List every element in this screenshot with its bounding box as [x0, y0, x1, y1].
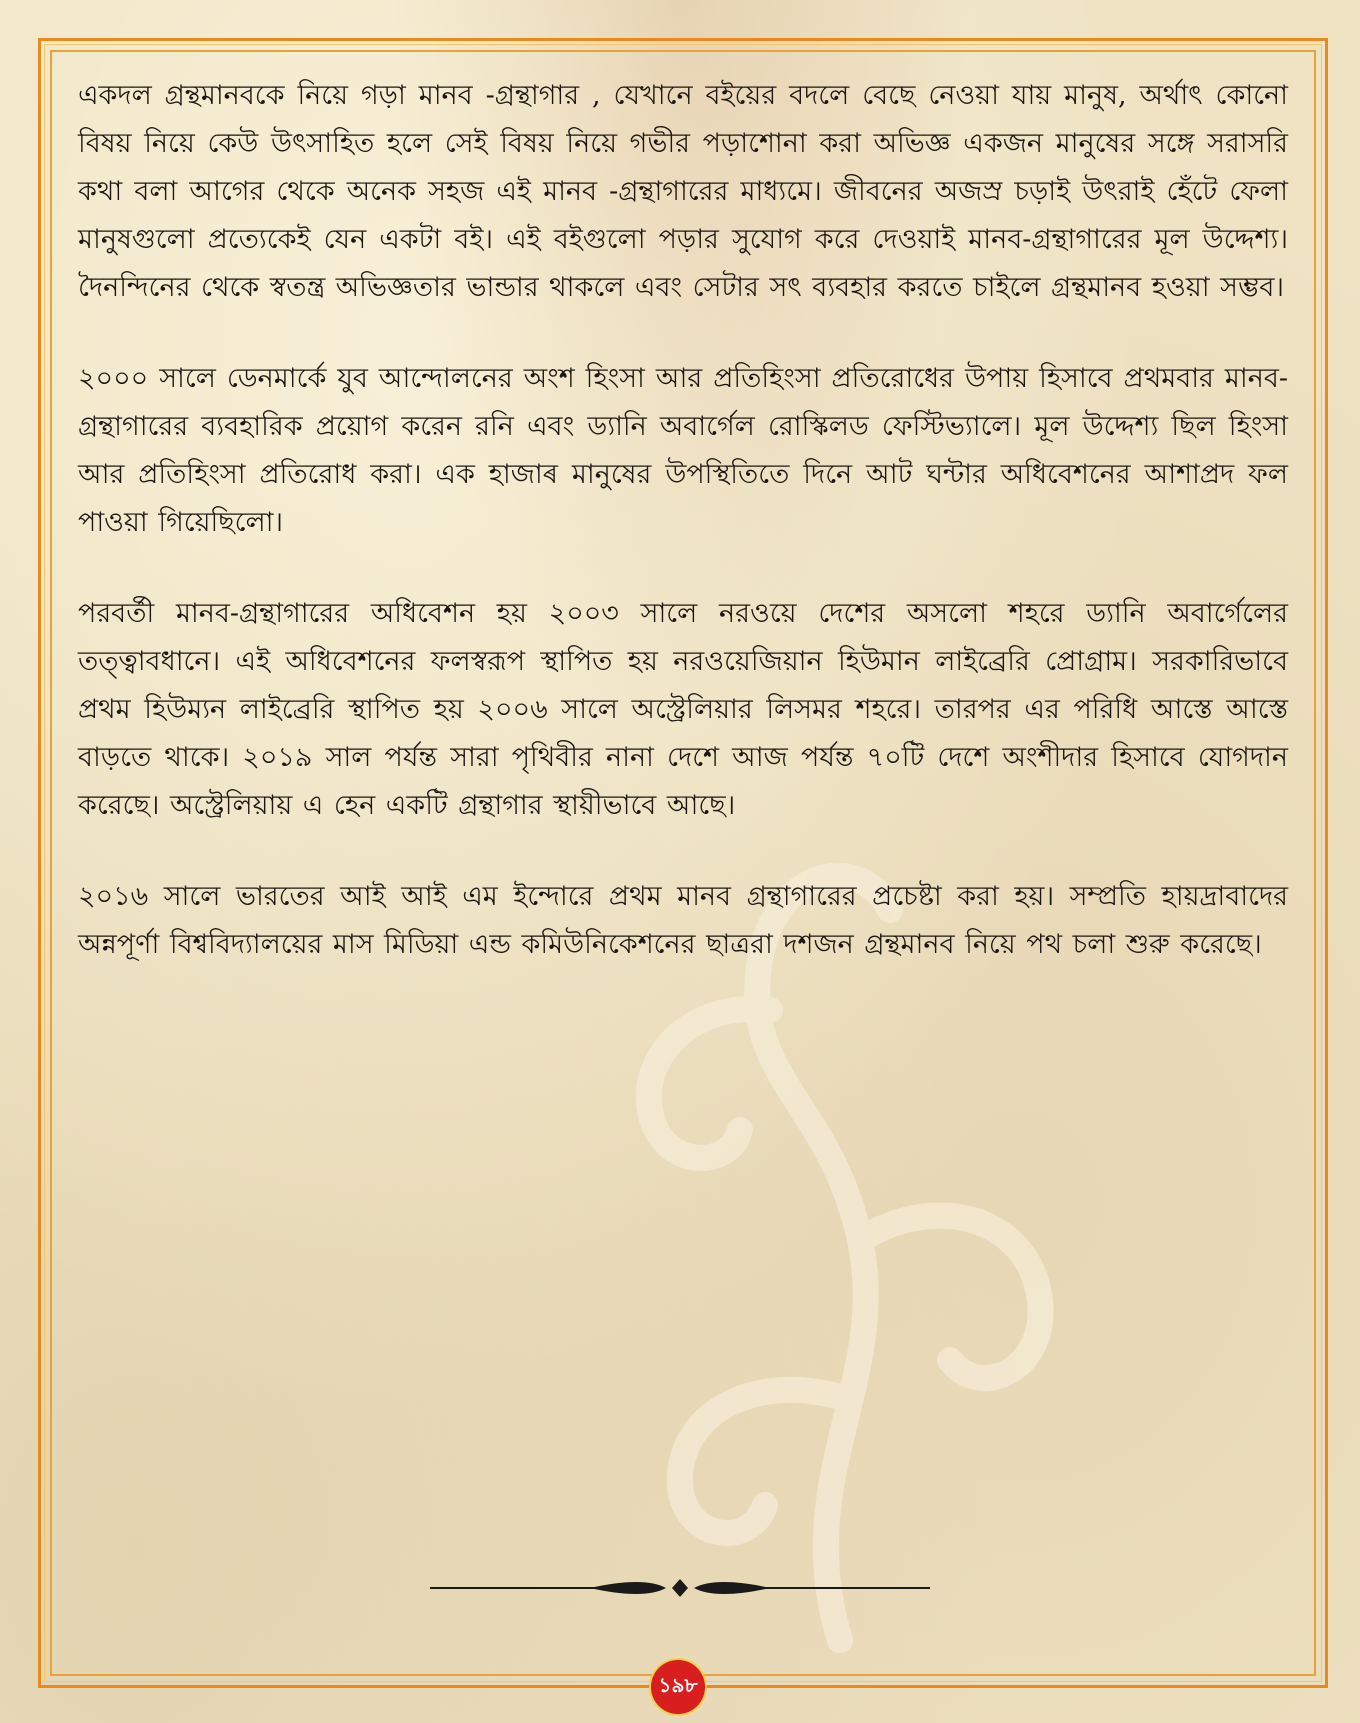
page-number-badge: ১৯৮ — [651, 1660, 705, 1714]
paragraph-denmark-origin: ২০০০ সালে ডেনমার্কে যুব আন্দোলনের অংশ হিংসা আর প্রতিহিংসা প্রতিরোধের উপায় হিসাবে প্রথমবার মানব-গ্রন্থাগারের ব্যবহারিক প্রয়োগ করেন রনি এবং ড্যানি অবার্গেল রোস্কিলড ফেস্টিভ্যালে। মূল উদ্দেশ্য ছিল হিংসা আর প্রতিহিংসা প্রতিরোধ করা। এক হাজাৰ মানুষের উপস্থিতিতে দিনে আট ঘন্টার অধিবেশনের আশাপ্রদ ফল পাওয়া গিয়েছিলো। — [78, 363, 1288, 538]
paragraph-india: ২০১৬ সালে ভারতের আই আই এম ইন্দোরে প্রথম মানব গ্রন্থাগারের প্রচেষ্টা করা হয়। সম্প্রতি হায়দ্রাবাদের অন্নপূর্ণা বিশ্ববিদ্যালয়ের মাস মিডিয়া এন্ড কমিউনিকেশনের ছাত্ররা দশজন গ্রন্থমানব নিয়ে পথ চলা শুরু করেছে। — [78, 881, 1288, 960]
article-body — [78, 72, 1288, 1012]
paragraph-expansion: পরবর্তী মানব-গ্রন্থাগারের অধিবেশন হয় ২০০৩ সালে নরওয়ে দেশের অসলো শহরে ড্যানি অবার্গেলের তত্ত্বাবধানে। এই অধিবেশনের ফলস্বরূপ স্থাপিত হয় নরওয়েজিয়ান হিউমান লাইব্রেরি প্রোগ্রাম। সরকারিভাবে প্রথম হিউম্যন লাইব্রেরি স্থাপিত হয় ২০০৬ সালে অস্ট্রেলিয়ার লিসমর শহরে। তারপর এর পরিধি আস্তে আস্তে বাড়তে থাকে। ২০১৯ সাল পর্যন্ত সারা পৃথিবীর নানা দেশে আজ পর্যন্ত ৭০টি দেশে অংশীদার হিসাবে যোগদান করেছে। অস্ট্রেলিয়ায় এ হেন একটি গ্রন্থাগার স্থায়ীভাবে আছে। — [78, 598, 1288, 821]
paragraph-human-library-intro: একদল গ্রন্থমানবকে নিয়ে গড়া মানব -গ্রন্থাগার , যেখানে বইয়ের বদলে বেছে নেওয়া যায় মানুষ, অর্থাৎ কোনো বিষয় নিয়ে কেউ উৎসাহিত হলে সেই বিষয় নিয়ে গভীর পড়াশোনা করা অভিজ্ঞ একজন মানুষের সঙ্গে সরাসরি কথা বলা আগের থেকে অনেক সহজ এই মানব -গ্রন্থাগারের মাধ্যমে। জীবনের অজস্র চড়াই উৎরাই হেঁটে ফেলা মানুষগুলো প্রত্যেকেই যেন একটা বই। এই বইগুলো পড়ার সুযোগ করে দেওয়াই মানব-গ্রন্থাগারের মূল উদ্দেশ্য। দৈনন্দিনের থেকে স্বতন্ত্র অভিজ্ঞতার ভান্ডার থাকলে এবং সেটার সৎ ব্যবহার করতে চাইলে গ্রন্থমানব হওয়া সম্ভব। — [78, 80, 1288, 303]
ornamental-divider-icon — [430, 1576, 930, 1600]
